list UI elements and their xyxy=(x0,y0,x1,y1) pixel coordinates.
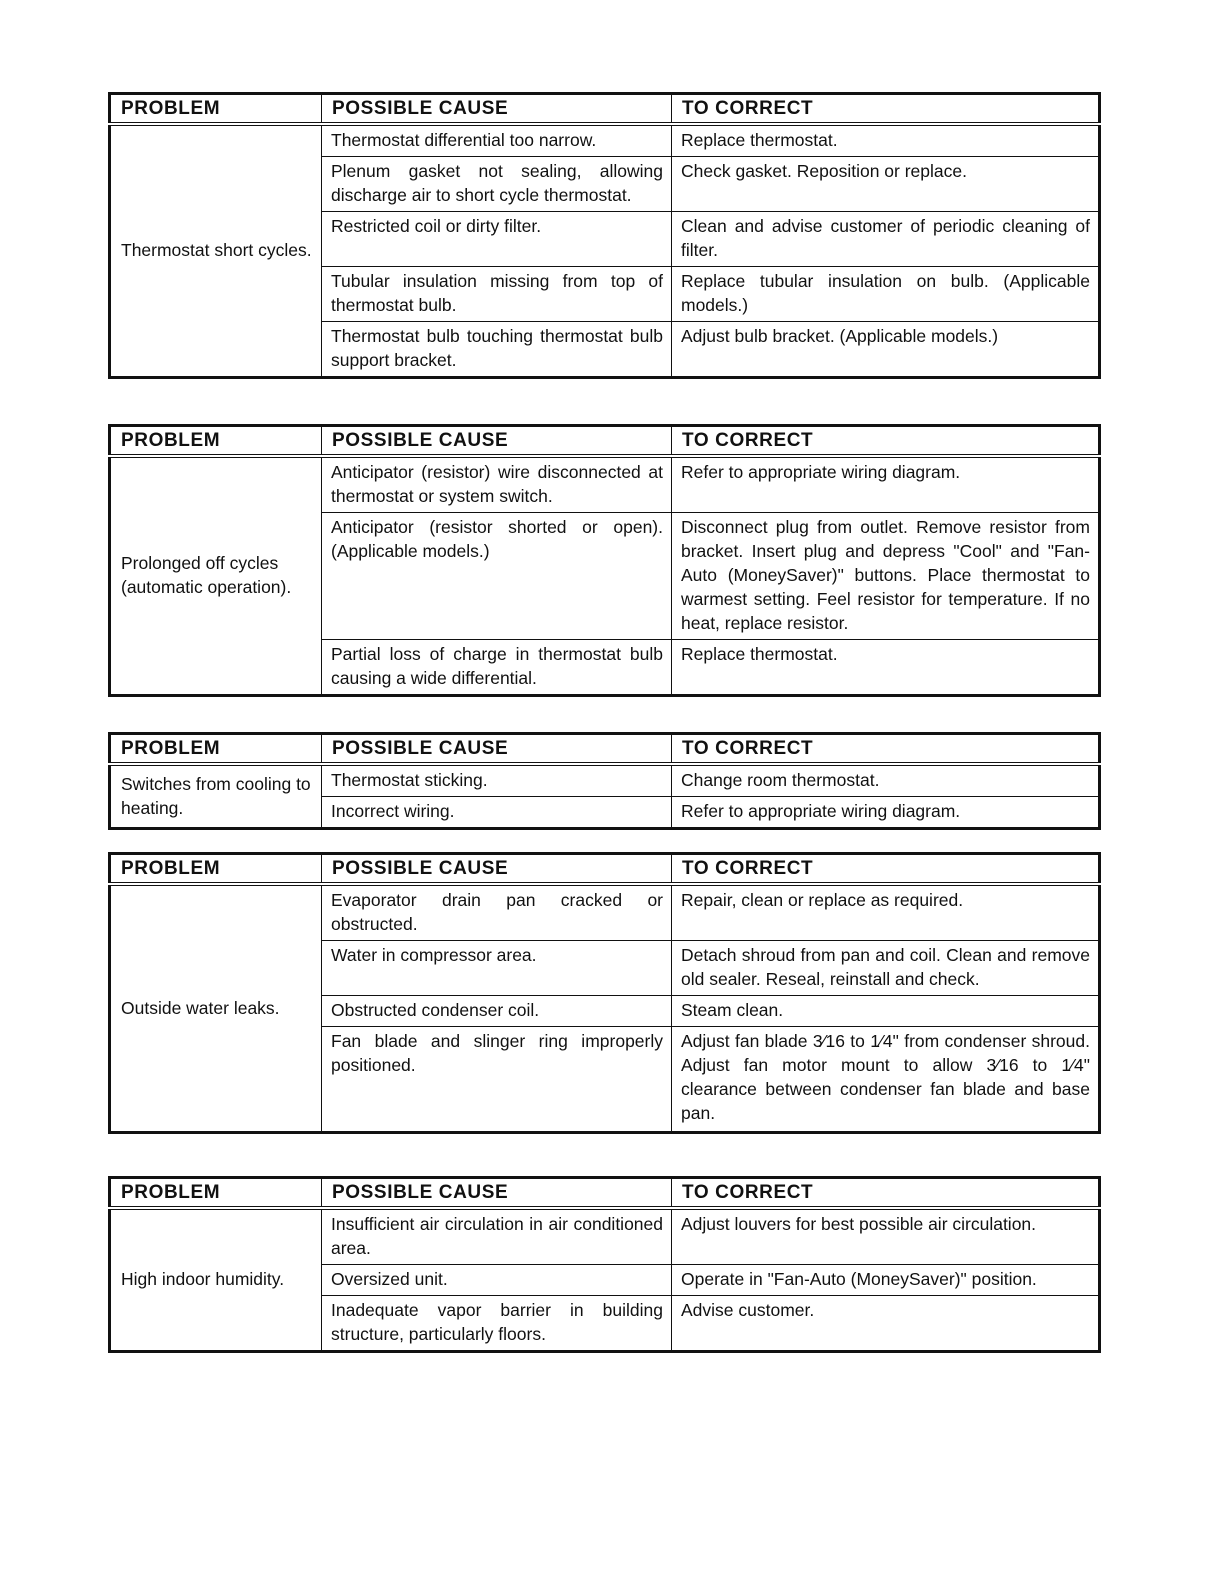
cause-cell: Partial loss of charge in thermostat bulb causing a wide differential. xyxy=(322,640,672,696)
cause-cell: Thermostat sticking. xyxy=(322,764,672,797)
possible-cause-header: POSSIBLE CAUSE xyxy=(322,1178,672,1209)
cause-cell: Water in compressor area. xyxy=(322,941,672,996)
troubleshooting-table-prolonged-off-cycles xyxy=(108,424,1101,697)
possible-cause-header: POSSIBLE CAUSE xyxy=(322,426,672,457)
problem-header: PROBLEM xyxy=(110,94,322,125)
correct-cell: Repair, clean or replace as required. xyxy=(672,884,1100,941)
possible-cause-header: POSSIBLE CAUSE xyxy=(322,94,672,125)
problem-header: PROBLEM xyxy=(110,426,322,457)
cause-cell: Tubular insulation missing from top of thermostat bulb. xyxy=(322,267,672,322)
problem-cell: Thermostat short cycles. xyxy=(110,124,322,378)
problem-header: PROBLEM xyxy=(110,854,322,885)
problem-cell: Prolonged off cycles (automatic operation). xyxy=(110,456,322,696)
correct-cell: Disconnect plug from outlet. Remove resistor from bracket. Insert plug and depress "Cool" and "Fan-Auto (MoneySaver)" buttons. Place thermostat to warmest setting. Feel resistor for temperature. If no heat, replace resistor. xyxy=(672,513,1100,640)
to-correct-header: TO CORRECT xyxy=(672,1178,1100,1209)
to-correct-header: TO CORRECT xyxy=(672,734,1100,765)
correct-cell: Replace thermostat. xyxy=(672,640,1100,696)
correct-cell: Adjust fan blade 3⁄16 to 1⁄4" from condenser shroud. Adjust fan motor mount to allow 3⁄16 to 1⁄4" clearance between condenser fan blade and base pan. xyxy=(672,1027,1100,1133)
correct-cell: Check gasket. Reposition or replace. xyxy=(672,157,1100,212)
to-correct-header: TO CORRECT xyxy=(672,854,1100,885)
correct-cell: Advise customer. xyxy=(672,1296,1100,1352)
cause-cell: Incorrect wiring. xyxy=(322,797,672,829)
correct-cell: Adjust louvers for best possible air circulation. xyxy=(672,1208,1100,1265)
problem-header: PROBLEM xyxy=(110,1178,322,1209)
possible-cause-header: POSSIBLE CAUSE xyxy=(322,734,672,765)
cause-cell: Inadequate vapor barrier in building structure, particularly floors. xyxy=(322,1296,672,1352)
troubleshooting-table-switches-cooling-heating xyxy=(108,732,1101,830)
correct-cell: Detach shroud from pan and coil. Clean and remove old sealer. Reseal, reinstall and check. xyxy=(672,941,1100,996)
correct-cell: Replace thermostat. xyxy=(672,124,1100,157)
to-correct-header: TO CORRECT xyxy=(672,426,1100,457)
possible-cause-header: POSSIBLE CAUSE xyxy=(322,854,672,885)
cause-cell: Thermostat differential too narrow. xyxy=(322,124,672,157)
problem-header: PROBLEM xyxy=(110,734,322,765)
cause-cell: Evaporator drain pan cracked or obstructed. xyxy=(322,884,672,941)
correct-cell: Refer to appropriate wiring diagram. xyxy=(672,797,1100,829)
correct-cell: Adjust bulb bracket. (Applicable models.) xyxy=(672,322,1100,378)
cause-cell: Anticipator (resistor) wire disconnected at thermostat or system switch. xyxy=(322,456,672,513)
to-correct-header: TO CORRECT xyxy=(672,94,1100,125)
cause-cell: Plenum gasket not sealing, allowing discharge air to short cycle thermostat. xyxy=(322,157,672,212)
troubleshooting-table-outside-water-leaks xyxy=(108,852,1101,1134)
correct-cell: Steam clean. xyxy=(672,996,1100,1027)
cause-cell: Obstructed condenser coil. xyxy=(322,996,672,1027)
cause-cell: Anticipator (resistor shorted or open). (Applicable models.) xyxy=(322,513,672,640)
problem-cell: High indoor humidity. xyxy=(110,1208,322,1352)
cause-cell: Thermostat bulb touching thermostat bulb support bracket. xyxy=(322,322,672,378)
correct-cell: Operate in "Fan-Auto (MoneySaver)" position. xyxy=(672,1265,1100,1296)
correct-cell: Refer to appropriate wiring diagram. xyxy=(672,456,1100,513)
cause-cell: Fan blade and slinger ring improperly positioned. xyxy=(322,1027,672,1133)
troubleshooting-table-high-indoor-humidity xyxy=(108,1176,1101,1353)
correct-cell: Change room thermostat. xyxy=(672,764,1100,797)
cause-cell: Insufficient air circulation in air conditioned area. xyxy=(322,1208,672,1265)
correct-cell: Clean and advise customer of periodic cleaning of filter. xyxy=(672,212,1100,267)
troubleshooting-table-thermostat-short-cycles xyxy=(108,92,1101,379)
problem-cell: Outside water leaks. xyxy=(110,884,322,1133)
correct-cell: Replace tubular insulation on bulb. (Applicable models.) xyxy=(672,267,1100,322)
cause-cell: Oversized unit. xyxy=(322,1265,672,1296)
problem-cell: Switches from cooling to heating. xyxy=(110,764,322,829)
cause-cell: Restricted coil or dirty filter. xyxy=(322,212,672,267)
